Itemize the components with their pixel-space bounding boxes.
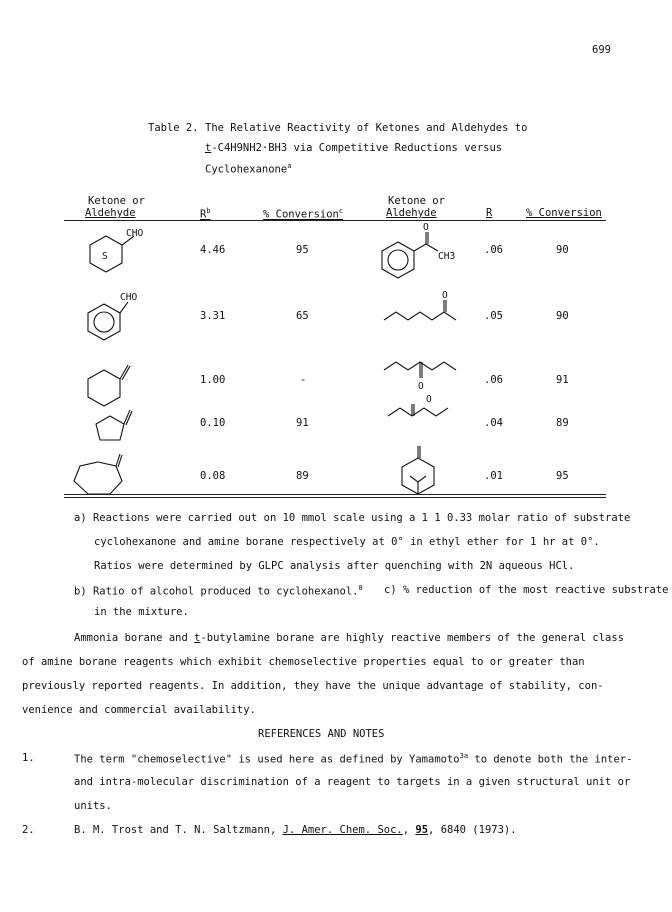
row3-left-r: 1.00 (200, 374, 226, 386)
oxygen-label-2: O (442, 290, 448, 301)
row4-right-conv: 89 (556, 417, 569, 429)
header-r-right: R (486, 207, 493, 219)
header-right-compound-1: Ketone or (388, 195, 445, 207)
ref2-volume: 95 (415, 824, 429, 836)
page-number: 699 (592, 44, 611, 56)
body-line4: venience and commercial availability. (22, 704, 256, 716)
row2-left-r: 3.31 (200, 310, 226, 322)
header-conv-left-text: % Conversion (263, 208, 339, 221)
ref1-line1a: The term "chemoselective" is used here as defined by Yamamoto (74, 753, 460, 766)
thiane-carbaldehyde-structure (70, 226, 180, 282)
row5-right-conv: 95 (556, 470, 569, 482)
header-conv-right: % Conversion (526, 207, 602, 219)
tert-butylcyclohexanone-structure (396, 438, 476, 498)
header-r-left (200, 207, 211, 221)
body-line1-b: -butylamine borane are highly reactive members of the general class (200, 632, 624, 644)
row3-right-conv: 91 (556, 374, 569, 386)
cho-label-1: CHO (126, 228, 144, 239)
table-caption-line1: The Relative Reactivity of Ketones and Aldehydes to (205, 122, 528, 134)
table-caption-line2 (205, 142, 502, 154)
ref2-journal: J. Amer. Chem. Soc. (282, 824, 403, 836)
row3-left-conv: - (300, 374, 307, 386)
references-heading: REFERENCES AND NOTES (258, 728, 385, 740)
body-line1-a: Ammonia borane and (74, 632, 195, 644)
row1-right-conv: 90 (556, 244, 569, 256)
ref2-rest: , 6840 (1973). (428, 824, 517, 836)
caption-t: t (205, 142, 212, 154)
row1-right-r: .06 (484, 244, 503, 256)
footnote-b-sup: 8 (358, 584, 363, 592)
benzaldehyde-structure (70, 290, 180, 350)
table-bottom-rule-1 (64, 494, 606, 495)
footnote-b (74, 584, 363, 598)
heptanone-structure (380, 290, 480, 330)
ref2-sep: , (402, 824, 416, 836)
row5-left-conv: 89 (296, 470, 309, 482)
row4-left-r: 0.10 (200, 417, 226, 429)
row3-right-r: .06 (484, 374, 503, 386)
hexanone-structure (380, 392, 480, 432)
footnote-c-line2: in the mixture. (94, 606, 189, 618)
caption-line2-rest: -C4H9NH2·BH3 via Competitive Reductions versus (211, 142, 503, 154)
cycloheptanone-structure (64, 448, 154, 498)
header-left-compound-1: Ketone or (88, 195, 145, 207)
body-line2: of amine borane reagents which exhibit chemoselective properties equal to or greater than (22, 656, 585, 668)
row2-right-conv: 90 (556, 310, 569, 322)
ref2-line (74, 824, 517, 836)
caption-sup: a (287, 162, 292, 170)
row5-right-r: .01 (484, 470, 503, 482)
footnote-a-line2: cyclohexanone and amine borane respectively at 0° in ethyl ether for 1 hr at 0°. (94, 536, 600, 548)
footnote-a-line3: Ratios were determined by GLPC analysis after quenching with 2N aqueous HCl. (94, 560, 575, 572)
acetophenone-structure (376, 222, 486, 280)
sulfur-label: S (102, 251, 108, 262)
row1-left-conv: 95 (296, 244, 309, 256)
footnote-b-text: b) Ratio of alcohol produced to cyclohexanol. (74, 585, 359, 598)
header-conv-left-sup: c (338, 207, 344, 215)
oxygen-label-4: O (426, 394, 432, 405)
ref1-sup: 3a (459, 752, 469, 760)
oxygen-label-3: O (418, 381, 424, 392)
ch3-label: CH3 (438, 251, 456, 262)
header-left-compound-2: Aldehyde (85, 207, 136, 219)
header-r-left-text: R (200, 208, 207, 221)
table-caption-label: Table 2. (148, 122, 199, 134)
ref1-number: 1. (22, 752, 35, 764)
body-line1-t: t (194, 632, 201, 644)
table-caption-line3 (205, 162, 291, 176)
ref2-authors: B. M. Trost and T. N. Saltzmann, (74, 824, 283, 836)
oxygen-label-1: O (423, 222, 429, 233)
row5-left-r: 0.08 (200, 470, 226, 482)
cyclopentanone-structure (80, 402, 160, 448)
row2-left-conv: 65 (296, 310, 309, 322)
ref1-line1b: to denote both the inter- (468, 753, 633, 766)
row4-left-conv: 91 (296, 417, 309, 429)
row1-left-r: 4.46 (200, 244, 226, 256)
cho-label-2: CHO (120, 292, 138, 303)
caption-line3-text: Cyclohexanone (205, 163, 288, 176)
header-r-left-sup: b (206, 207, 211, 215)
footnote-a-line1: a) Reactions were carried out on 10 mmol scale using a 1 1 0.33 molar ratio of substrate (74, 512, 631, 524)
body-line3: previously reported reagents. In addition, they have the unique advantage of stability, con- (22, 680, 604, 692)
ref1-line3: units. (74, 800, 112, 812)
header-right-compound-2: Aldehyde (386, 207, 437, 219)
body-line1 (74, 632, 624, 644)
footnote-c: c) % reduction of the most reactive substrate (384, 584, 669, 596)
ref2-number: 2. (22, 824, 35, 836)
header-rule (64, 220, 606, 221)
header-conv-left (263, 207, 343, 221)
row4-right-r: .04 (484, 417, 503, 429)
row2-right-r: .05 (484, 310, 503, 322)
table-bottom-rule-2 (64, 497, 606, 498)
ref1-line1 (74, 752, 632, 766)
ref1-line2: and intra-molecular discrimination of a reagent to targets in a given structural unit or (74, 776, 631, 788)
